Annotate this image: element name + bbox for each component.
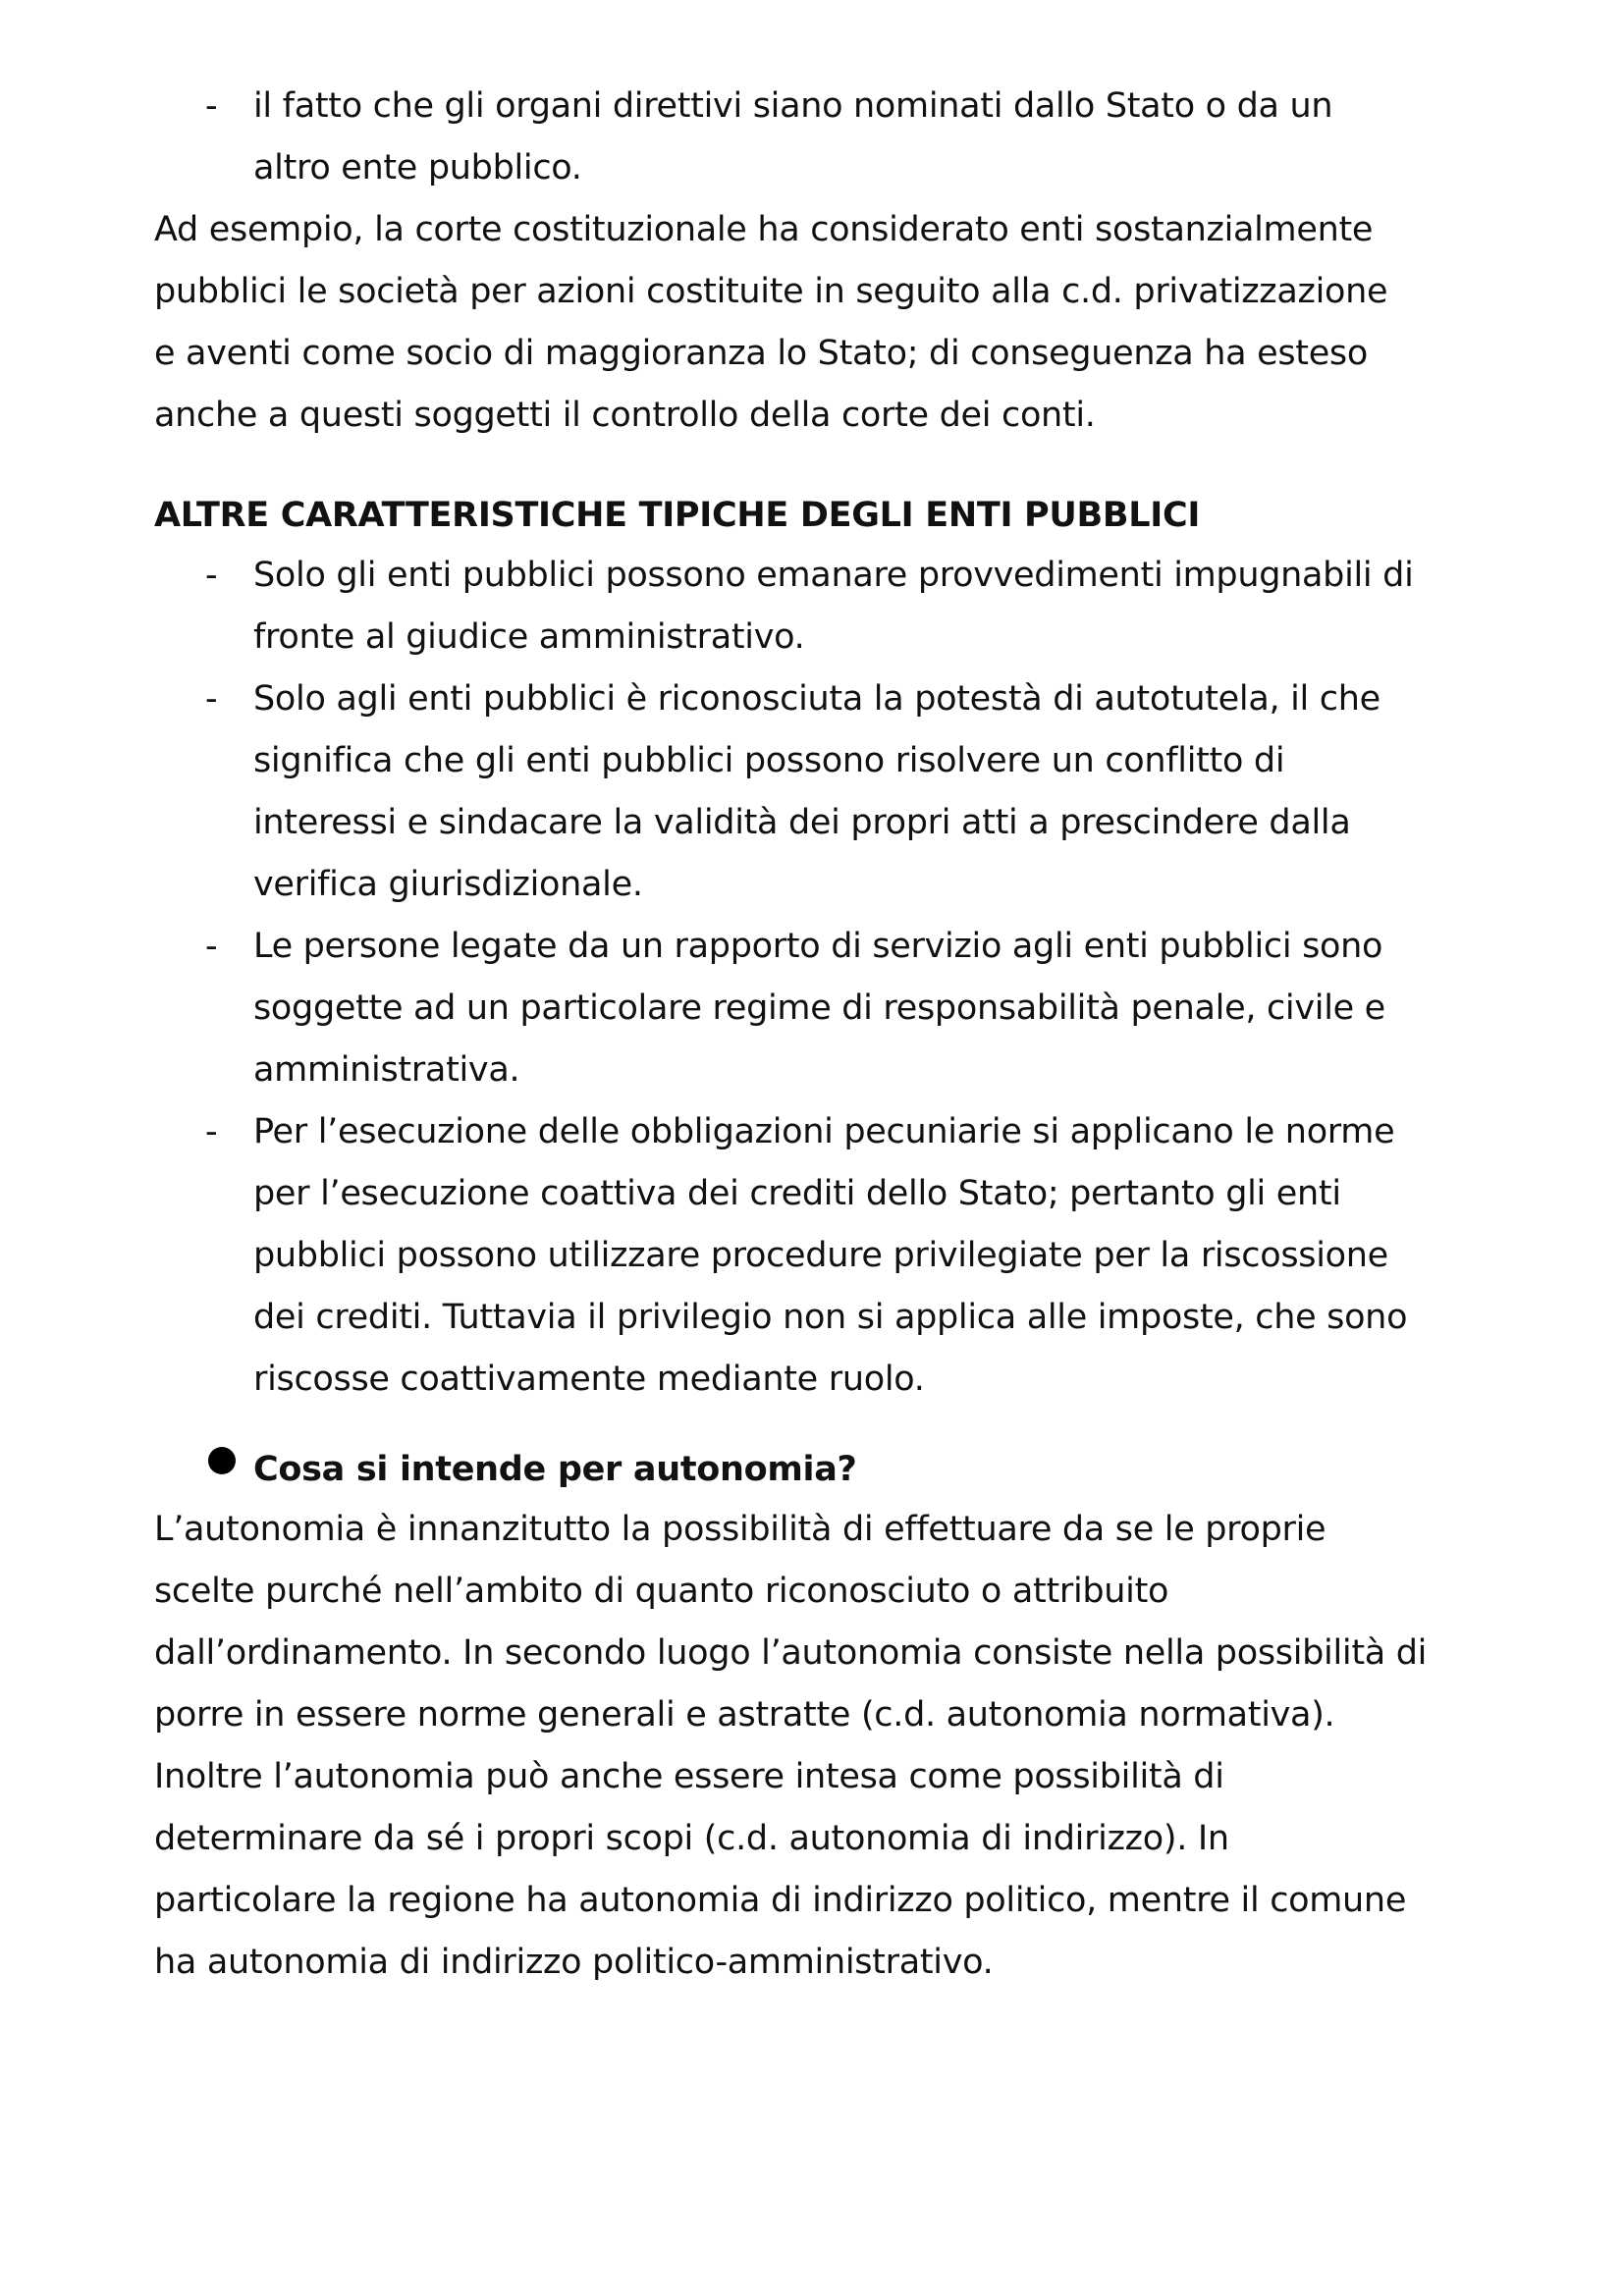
paragraph-line: pubblici le società per azioni costituite in seguito alla c.d. privatizzazione — [154, 272, 1388, 311]
list-item-line: dei crediti. Tuttavia il privilegio non si applica alle imposte, che sono — [253, 1298, 1408, 1337]
list-dash: - — [205, 1112, 218, 1151]
list-dash: - — [205, 556, 218, 595]
paragraph-line: particolare la regione ha autonomia di indirizzo politico, mentre il comune — [154, 1881, 1407, 1920]
list-item-line: pubblici possono utilizzare procedure privilegiate per la riscossione — [253, 1236, 1388, 1275]
paragraph-line: porre in essere norme generali e astratte (c.d. autonomia normativa). — [154, 1695, 1335, 1735]
list-item-line: Solo gli enti pubblici possono emanare provvedimenti impugnabili di — [253, 556, 1414, 595]
question-heading: Cosa si intende per autonomia? — [253, 1450, 857, 1489]
paragraph-line: dall’ordinamento. In secondo luogo l’autonomia consiste nella possibilità di — [154, 1633, 1428, 1673]
list-item-line: verifica giurisdizionale. — [253, 865, 643, 904]
list-item-line: significa che gli enti pubblici possono risolvere un conflitto di — [253, 741, 1285, 780]
list-item-line: interessi e sindacare la validità dei propri atti a prescindere dalla — [253, 803, 1351, 842]
paragraph-line: L’autonomia è innanzitutto la possibilità di effettuare da se le proprie — [154, 1510, 1326, 1549]
list-item-line: per l’esecuzione coattiva dei crediti dello Stato; pertanto gli enti — [253, 1174, 1341, 1213]
list-item-line: Le persone legate da un rapporto di servizio agli enti pubblici sono — [253, 927, 1383, 966]
section-heading: ALTRE CARATTERISTICHE TIPICHE DEGLI ENTI PUBBLICI — [154, 496, 1201, 535]
list-dash: - — [205, 927, 218, 966]
paragraph-line: scelte purché nell’ambito di quanto riconosciuto o attribuito — [154, 1572, 1169, 1611]
list-dash: - — [205, 86, 218, 126]
paragraph-line: ha autonomia di indirizzo politico-amministrativo. — [154, 1943, 994, 1982]
text-line: il fatto che gli organi direttivi siano nominati dallo Stato o da un — [253, 86, 1333, 126]
paragraph-line: anche a questi soggetti il controllo della corte dei conti. — [154, 396, 1096, 435]
list-item-line: fronte al giudice amministrativo. — [253, 617, 805, 657]
paragraph-line: Ad esempio, la corte costituzionale ha considerato enti sostanzialmente — [154, 210, 1374, 249]
paragraph-line: e aventi come socio di maggioranza lo Stato; di conseguenza ha esteso — [154, 334, 1368, 373]
list-item-line: Solo agli enti pubblici è riconosciuta la potestà di autotutela, il che — [253, 679, 1380, 719]
list-item-line: riscosse coattivamente mediante ruolo. — [253, 1360, 925, 1399]
list-item-line: Per l’esecuzione delle obbligazioni pecuniarie si applicano le norme — [253, 1112, 1395, 1151]
list-dash: - — [205, 679, 218, 719]
text-line: altro ente pubblico. — [253, 148, 582, 187]
paragraph-line: Inoltre l’autonomia può anche essere intesa come possibilità di — [154, 1757, 1224, 1796]
paragraph-line: determinare da sé i propri scopi (c.d. autonomia di indirizzo). In — [154, 1819, 1229, 1858]
bullet-icon — [208, 1447, 236, 1474]
list-item-line: amministrativa. — [253, 1050, 520, 1090]
list-item-line: soggette ad un particolare regime di responsabilità penale, civile e — [253, 988, 1385, 1028]
